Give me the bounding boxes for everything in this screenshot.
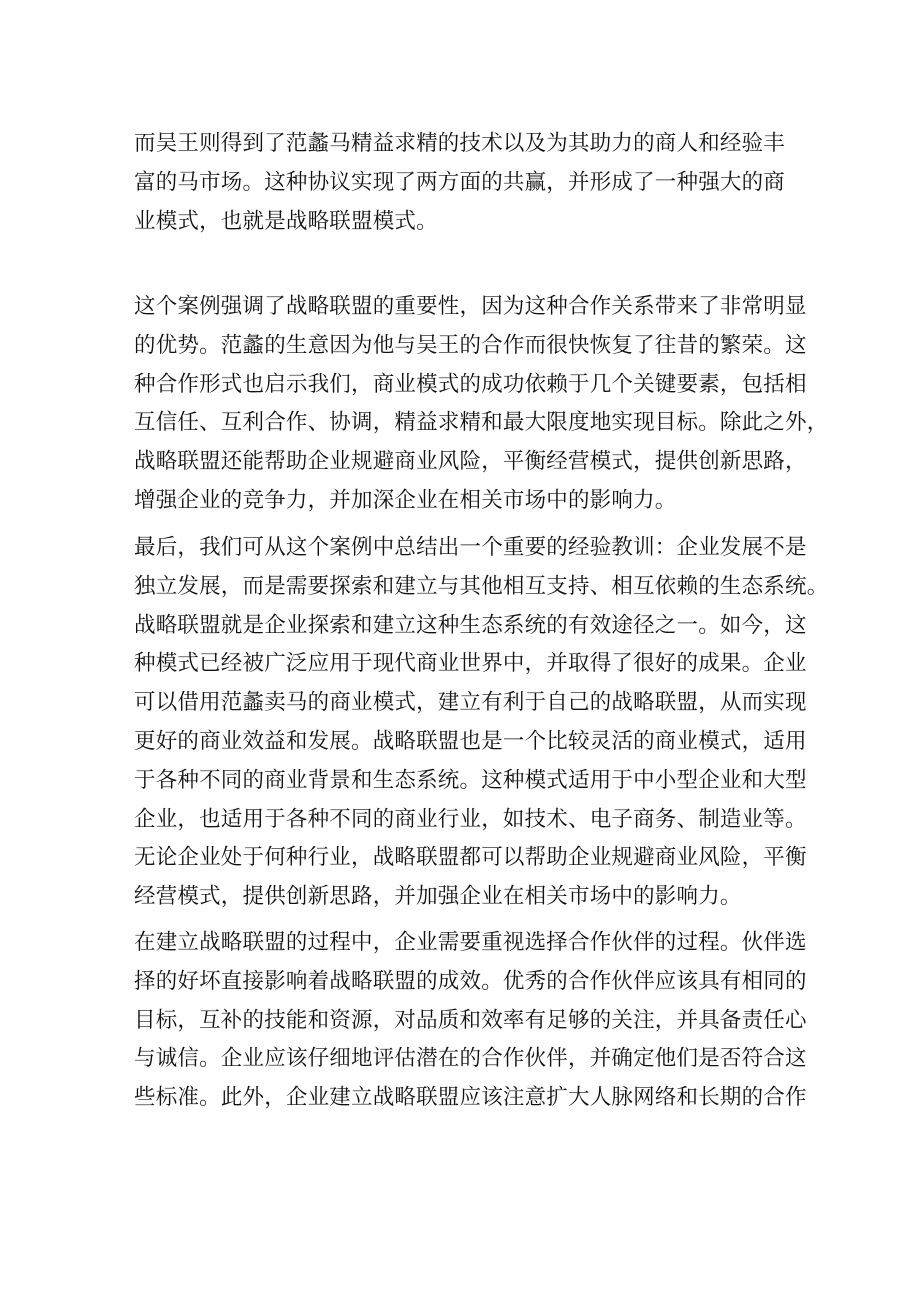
text-line: 无论企业处于何种行业，战略联盟都可以帮助企业规避商业风险，平衡 xyxy=(134,845,807,871)
text-line: 些标准。此外，企业建立战略联盟应该注意扩大人脉网络和长期的合作 xyxy=(134,1085,807,1111)
text-line: 互信任、互利合作、协调，精益求精和最大限度地实现目标。除此之外， xyxy=(134,410,829,436)
text-line: 业模式，也就是战略联盟模式。 xyxy=(134,208,438,234)
text-line: 企业，也适用于各种不同的商业行业，如技术、电子商务、制造业等。 xyxy=(134,806,807,832)
text-line: 种合作形式也启示我们，商业模式的成功依赖于几个关键要素，包括相 xyxy=(134,371,807,397)
paragraph-1 xyxy=(134,125,785,241)
text-line: 于各种不同的商业背景和生态系统。这种模式适用于中小型企业和大型 xyxy=(134,767,807,793)
paragraph-2 xyxy=(134,288,828,521)
text-line: 经营模式，提供创新思路，并加强企业在相关市场中的影响力。 xyxy=(134,884,742,910)
text-line: 择的好坏直接影响着战略联盟的成效。优秀的合作伙伴应该具有相同的 xyxy=(134,968,807,994)
text-line: 增强企业的竞争力，并加深企业在相关市场中的影响力。 xyxy=(134,487,677,513)
text-line: 最后，我们可从这个案例中总结出一个重要的经验教训：企业发展不是 xyxy=(134,535,807,560)
text-line: 种模式已经被广泛应用于现代商业世界中，并取得了很好的成果。企业 xyxy=(134,651,807,677)
paragraph-4 xyxy=(134,924,807,1118)
text-line: 富的马市场。这种协议实现了两方面的共赢，并形成了一种强大的商 xyxy=(134,169,786,195)
text-line: 战略联盟还能帮助企业规避商业风险，平衡经营模式，提供创新思路， xyxy=(134,449,807,475)
text-line: 目标，互补的技能和资源，对品质和效率有足够的关注，并具备责任心 xyxy=(134,1007,807,1033)
text-line: 战略联盟就是企业探索和建立这种生态系统的有效途径之一。如今，这 xyxy=(134,612,807,638)
text-line: 这个案例强调了战略联盟的重要性，因为这种合作关系带来了非常明显 xyxy=(134,294,807,319)
text-line: 的优势。范蠡的生意因为他与吴王的合作而很快恢复了往昔的繁荣。这 xyxy=(134,332,807,358)
text-line: 更好的商业效益和发展。战略联盟也是一个比较灵活的商业模式，适用 xyxy=(134,728,807,754)
text-line: 可以借用范蠡卖马的商业模式，建立有利于自己的战略联盟，从而实现 xyxy=(134,690,807,716)
paragraph-3 xyxy=(134,529,828,917)
text-line: 与诚信。企业应该仔细地评估潜在的合作伙伴，并确定他们是否符合这 xyxy=(134,1046,807,1072)
text-line: 在建立战略联盟的过程中，企业需要重视选择合作伙伴的过程。伙伴选 xyxy=(134,930,807,955)
text-line: 独立发展，而是需要探索和建立与其他相互支持、相互依赖的生态系统。 xyxy=(134,573,829,599)
text-line: 而吴王则得到了范蠡马精益求精的技术以及为其助力的商人和经验丰 xyxy=(134,131,786,156)
